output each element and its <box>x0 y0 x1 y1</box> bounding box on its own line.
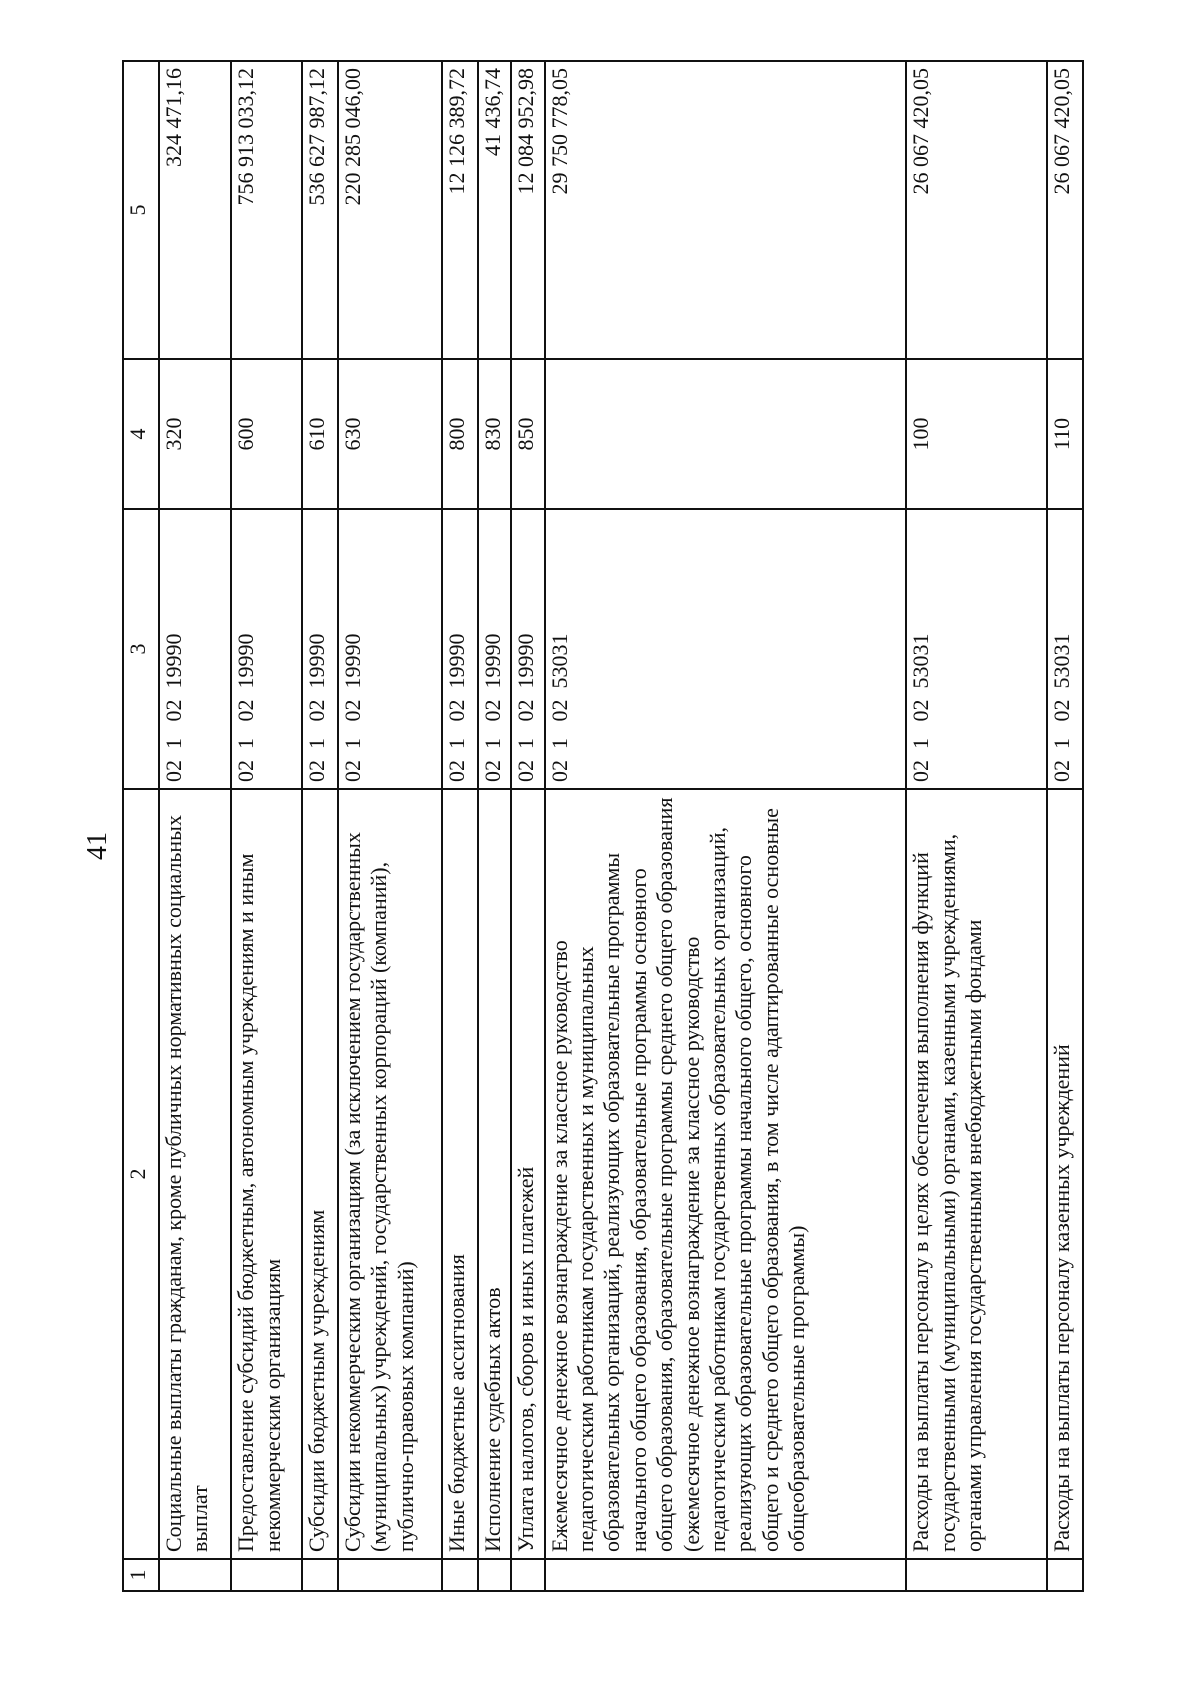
budget-code-cell: 02 1 02 19990 <box>231 509 301 789</box>
expense-name-cell: Иные бюджетные ассигнования <box>442 789 478 1559</box>
column-header-5: 5 <box>123 61 159 359</box>
row-number-cell <box>906 1559 1046 1591</box>
expense-type-cell: 850 <box>511 359 545 509</box>
budget-code-cell: 02 1 02 19990 <box>159 509 231 789</box>
table-row <box>338 61 442 1591</box>
amount-cell: 26 067 420,05 <box>906 61 1046 359</box>
expense-type-cell: 320 <box>159 359 231 509</box>
table-row <box>302 61 338 1591</box>
row-number-cell <box>1047 1559 1083 1591</box>
page-number: 41 <box>82 832 113 860</box>
budget-code-cell: 02 1 02 19990 <box>511 509 545 789</box>
row-number-cell <box>442 1559 478 1591</box>
expense-name-cell: Субсидии бюджетным учреждениям <box>302 789 338 1559</box>
budget-code-cell: 02 1 02 53031 <box>1047 509 1083 789</box>
expense-name-cell: Социальные выплаты гражданам, кроме публичных нормативных социальных выплат <box>159 789 231 1559</box>
expense-type-cell: 800 <box>442 359 478 509</box>
column-header-2: 2 <box>123 789 159 1559</box>
amount-cell: 41 436,74 <box>478 61 510 359</box>
header-row <box>123 61 159 1591</box>
row-number-cell <box>231 1559 301 1591</box>
row-number-cell <box>302 1559 338 1591</box>
budget-table <box>122 60 1084 1592</box>
amount-cell: 26 067 420,05 <box>1047 61 1083 359</box>
budget-code-cell: 02 1 02 19990 <box>302 509 338 789</box>
table-row <box>442 61 478 1591</box>
expense-name-cell: Субсидии некоммерческим организациям (за исключением государственных (муниципальных) учреждений, государственных корпораций (компаний), публично-правовых компаний) <box>338 789 442 1559</box>
budget-code-cell: 02 1 02 19990 <box>338 509 442 789</box>
amount-cell: 220 285 046,00 <box>338 61 442 359</box>
amount-cell: 324 471,16 <box>159 61 231 359</box>
amount-cell: 29 750 778,05 <box>545 61 907 359</box>
expense-type-cell: 830 <box>478 359 510 509</box>
column-header-1: 1 <box>123 1559 159 1591</box>
expense-name-cell: Предоставление субсидий бюджетным, автономным учреждениям и иным некоммерческим организациям <box>231 789 301 1559</box>
row-number-cell <box>478 1559 510 1591</box>
expense-type-cell: 110 <box>1047 359 1083 509</box>
row-number-cell <box>338 1559 442 1591</box>
expense-name-cell: Уплата налогов, сборов и иных платежей <box>511 789 545 1559</box>
table-row <box>1047 61 1083 1591</box>
budget-code-cell: 02 1 02 19990 <box>442 509 478 789</box>
amount-cell: 756 913 033,12 <box>231 61 301 359</box>
row-number-cell <box>159 1559 231 1591</box>
table-row <box>159 61 231 1591</box>
expense-type-cell: 630 <box>338 359 442 509</box>
amount-cell: 12 084 952,98 <box>511 61 545 359</box>
expense-type-cell: 610 <box>302 359 338 509</box>
expense-name-cell: Расходы на выплаты персоналу в целях обеспечения выполнения функций государственными (муниципальными) органами, казенными учреждениями, органами управления государственными внебюджетными фондами <box>906 789 1046 1559</box>
rotated-table-container <box>122 62 1084 1592</box>
row-number-cell <box>511 1559 545 1591</box>
table-row <box>545 61 907 1591</box>
expense-type-cell: 100 <box>906 359 1046 509</box>
table-row <box>231 61 301 1591</box>
table-row <box>906 61 1046 1591</box>
budget-code-cell: 02 1 02 19990 <box>478 509 510 789</box>
amount-cell: 536 627 987,12 <box>302 61 338 359</box>
expense-type-cell <box>545 359 907 509</box>
table-row <box>511 61 545 1591</box>
expense-name-cell: Расходы на выплаты персоналу казенных учреждений <box>1047 789 1083 1559</box>
amount-cell: 12 126 389,72 <box>442 61 478 359</box>
row-number-cell <box>545 1559 907 1591</box>
budget-code-cell: 02 1 02 53031 <box>906 509 1046 789</box>
table-row <box>478 61 510 1591</box>
expense-name-cell: Исполнение судебных актов <box>478 789 510 1559</box>
budget-code-cell: 02 1 02 53031 <box>545 509 907 789</box>
column-header-4: 4 <box>123 359 159 509</box>
column-header-3: 3 <box>123 509 159 789</box>
expense-type-cell: 600 <box>231 359 301 509</box>
expense-name-cell: Ежемесячное денежное вознаграждение за классное руководство педагогическим работникам государственных и муниципальных образовательных организаций, реализующих образовательные программы начального общего образования, образовательные программы основного общего образования, образовательные программы среднего общего образования (ежемесячное денежное вознаграждение за классное руководство педагогическим работникам государственных образовательных организаций, реализующих образовательные программы начального общего, основного общего и среднего общего образования, в том числе адаптированные основные общеобразовательные программы) <box>545 789 907 1559</box>
